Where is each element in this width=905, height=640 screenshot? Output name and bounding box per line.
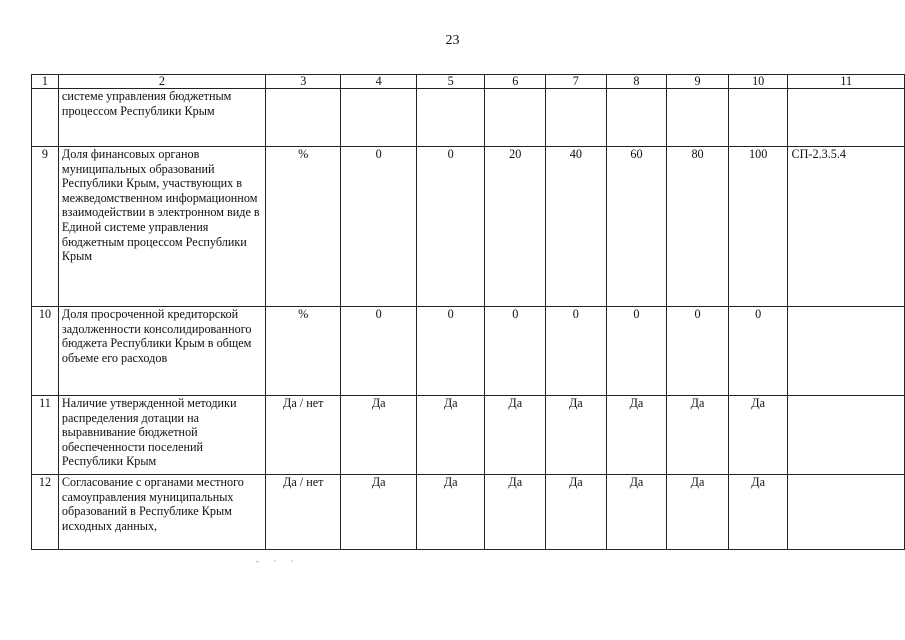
value-cell: Да (546, 475, 607, 550)
code-cell (788, 89, 905, 147)
value-cell: Да (728, 396, 788, 475)
value-cell (606, 89, 667, 147)
value-cell: Да (546, 396, 607, 475)
page-number: 23 (445, 33, 460, 48)
table-row (32, 307, 905, 396)
table-row (32, 475, 905, 550)
value-cell: 20 (485, 147, 546, 307)
value-cell: 60 (606, 147, 667, 307)
value-cell: 0 (416, 147, 485, 307)
scan-noise: ‑ · · (256, 556, 300, 566)
unit-cell (266, 89, 341, 147)
code-cell (788, 307, 905, 396)
value-cell: 0 (416, 307, 485, 396)
value-cell (416, 89, 485, 147)
indicators-table (31, 74, 905, 550)
value-cell: 0 (667, 307, 729, 396)
unit-cell: % (266, 147, 341, 307)
table-row (32, 147, 905, 307)
value-cell: Да (416, 475, 485, 550)
value-cell (728, 89, 788, 147)
code-cell (788, 475, 905, 550)
row-number: 10 (32, 307, 59, 396)
header-cell: 5 (416, 75, 485, 89)
value-cell: 100 (728, 147, 788, 307)
row-number: 11 (32, 396, 59, 475)
indicator-name: Согласование с органами местного самоуправления муниципальных образований в Республике Крым исходных данных, (58, 475, 265, 550)
header-cell: 1 (32, 75, 59, 89)
header-cell: 8 (606, 75, 667, 89)
header-cell: 6 (485, 75, 546, 89)
header-cell: 2 (58, 75, 265, 89)
value-cell: Да (416, 396, 485, 475)
value-cell: Да (667, 396, 729, 475)
indicator-name: системе управления бюджетным процессом Республики Крым (58, 89, 265, 147)
value-cell: Да (341, 475, 416, 550)
value-cell: Да (341, 396, 416, 475)
value-cell (341, 89, 416, 147)
value-cell: Да (485, 396, 546, 475)
table-header-row (32, 75, 905, 89)
table-row (32, 396, 905, 475)
header-cell: 7 (546, 75, 607, 89)
table-row (32, 89, 905, 147)
value-cell: Да (606, 475, 667, 550)
unit-cell: % (266, 307, 341, 396)
value-cell (546, 89, 607, 147)
unit-cell: Да / нет (266, 396, 341, 475)
code-cell: СП-2.3.5.4 (788, 147, 905, 307)
indicator-name: Наличие утвержденной методики распределения дотации на выравнивание бюджетной обеспеченности поселений Республики Крым (58, 396, 265, 475)
value-cell: Да (485, 475, 546, 550)
value-cell: Да (667, 475, 729, 550)
row-number: 9 (32, 147, 59, 307)
value-cell: 0 (728, 307, 788, 396)
value-cell: 0 (546, 307, 607, 396)
header-cell: 4 (341, 75, 416, 89)
row-number (32, 89, 59, 147)
header-cell: 10 (728, 75, 788, 89)
value-cell: 80 (667, 147, 729, 307)
value-cell: Да (728, 475, 788, 550)
row-number: 12 (32, 475, 59, 550)
value-cell (485, 89, 546, 147)
header-cell: 9 (667, 75, 729, 89)
header-cell: 11 (788, 75, 905, 89)
value-cell: 0 (485, 307, 546, 396)
value-cell: 0 (341, 307, 416, 396)
code-cell (788, 396, 905, 475)
indicator-name: Доля финансовых органов муниципальных образований Республики Крым, участвующих в межведомственном информационном взаимодействии в электронном виде в Единой системе управления бюджетным процессом Республики Крым (58, 147, 265, 307)
value-cell: 0 (341, 147, 416, 307)
value-cell (667, 89, 729, 147)
indicator-name: Доля просроченной кредиторской задолженности консолидированного бюджета Республики Крым в общем объеме его расходов (58, 307, 265, 396)
value-cell: 0 (606, 307, 667, 396)
unit-cell: Да / нет (266, 475, 341, 550)
header-cell: 3 (266, 75, 341, 89)
value-cell: 40 (546, 147, 607, 307)
value-cell: Да (606, 396, 667, 475)
